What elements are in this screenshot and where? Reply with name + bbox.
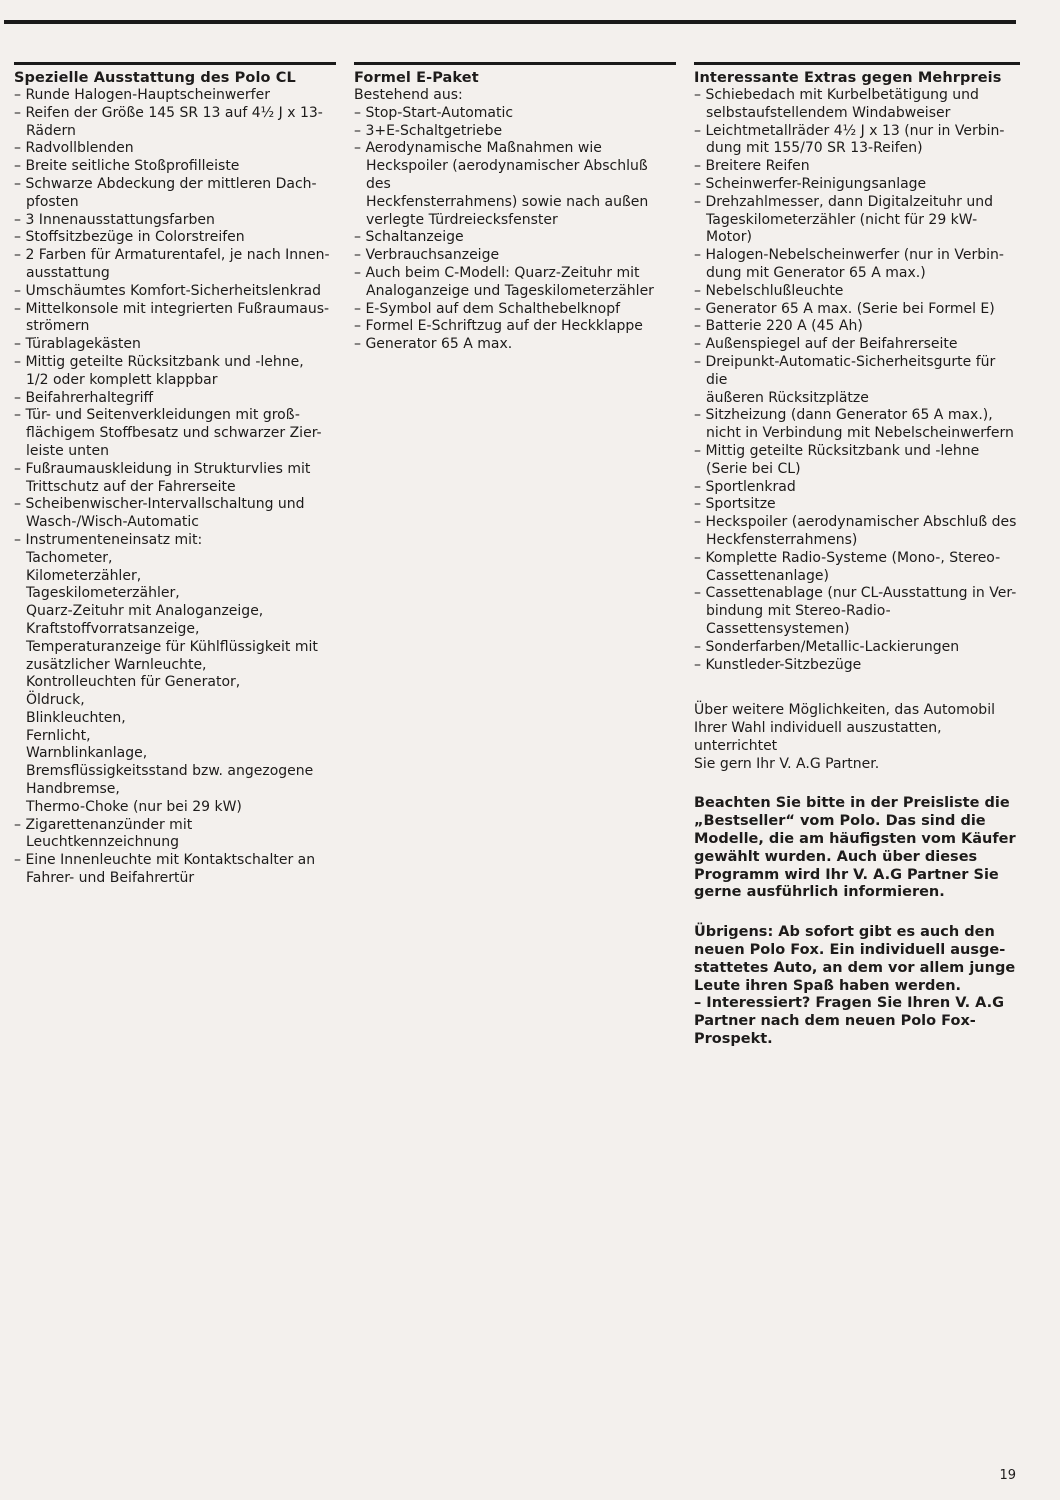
list-item: – 2 Farben für Armaturentafel, je nach Innen- ausstattung [14, 247, 336, 283]
list-item: – Scheinwerfer-Reinigungsanlage [694, 176, 1020, 194]
list-item: – Schiebedach mit Kurbelbetätigung und selbstaufstellendem Windabweiser [694, 87, 1020, 123]
top-rule [4, 20, 1016, 24]
polo-fox-note: Übrigens: Ab sofort gibt es auch den neuen Polo Fox. Ein individuell ausge- stattetes Auto, an dem vor allem junge Leute ihren Spaß haben werden. – Interessiert? Fragen Sie Ihren V. A.G Partner nach dem neuen Polo Fox- Prospekt. [694, 924, 1016, 1048]
column-rule [354, 62, 676, 65]
list-item: – Eine Innenleuchte mit Kontaktschalter an Fahrer- und Beifahrertür [14, 852, 336, 888]
column-heading: Formel E-Paket [354, 70, 479, 86]
list-item: – Schwarze Abdeckung der mittleren Dach- pfosten [14, 176, 336, 212]
list-item: – Nebelschlußleuchte [694, 283, 1020, 301]
column-rule [694, 62, 1020, 65]
column-heading: Spezielle Ausstattung des Polo CL [14, 70, 296, 86]
column-heading: Interessante Extras gegen Mehrpreis [694, 70, 1002, 86]
column-rule [14, 62, 336, 65]
list-item: – Stoffsitzbezüge in Colorstreifen [14, 229, 336, 247]
list-item: – Türablagekästen [14, 336, 336, 354]
list-item: – Außenspiegel auf der Beifahrerseite [694, 336, 1020, 354]
info-paragraph: Über weitere Möglichkeiten, das Automobil Ihrer Wahl individuell auszustatten, unterrichtet Sie gern Ihr V. A.G Partner. [694, 702, 995, 772]
list-item: – Breite seitliche Stoßprofilleiste [14, 158, 336, 176]
package-list [354, 105, 676, 354]
list-item: – Komplette Radio-Systeme (Mono-, Stereo- Cassettenanlage) [694, 550, 1020, 586]
list-item: – Radvollblenden [14, 140, 336, 158]
list-item: – 3+E-Schaltgetriebe [354, 123, 676, 141]
list-item: – Leichtmetallräder 4½ J x 13 (nur in Verbin- dung mit 155/70 SR 13-Reifen) [694, 123, 1020, 159]
list-item: – Reifen der Größe 145 SR 13 auf 4½ J x 13- Rädern [14, 105, 336, 141]
list-item: – Mittig geteilte Rücksitzbank und -lehne (Serie bei CL) [694, 443, 1020, 479]
list-item: – Instrumenteneinsatz mit: Tachometer, Kilometerzähler, Tageskilometerzähler, Quarz-Zeituhr mit Analoganzeige, Kraftstoffvorratsanzeige, Temperaturanzeige für Kühlflüssigkeit mit zusätzlicher Warnleuchte, Kontrolleuchten für Generator, Öldruck, Blinkleuchten, Fernlicht, Warnblinkanlage, Bremsflüssigkeitsstand bzw. angezogene Handbremse, Thermo-Choke (nur bei 29 kW) [14, 532, 336, 817]
list-item: – Runde Halogen-Hauptscheinwerfer [14, 87, 336, 105]
list-item: – Kunstleder-Sitzbezüge [694, 657, 1020, 675]
list-item: – Mittig geteilte Rücksitzbank und -lehne, 1/2 oder komplett klappbar [14, 354, 336, 390]
list-item: – Stop-Start-Automatic [354, 105, 676, 123]
list-item: – Mittelkonsole mit integrierten Fußraumaus- strömern [14, 301, 336, 337]
bestseller-note: Beachten Sie bitte in der Preisliste die „Bestseller“ vom Polo. Das sind die Modelle, die am häufigsten vom Käufer gewählt wurden. Auch über dieses Programm wird Ihr V. A.G Partner Sie gerne ausführlich informieren. [694, 795, 1016, 901]
equipment-list [14, 87, 336, 888]
list-item: – Sportsitze [694, 496, 1020, 514]
list-item: – Heckspoiler (aerodynamischer Abschluß des Heckfensterrahmens) [694, 514, 1020, 550]
column-intro: Bestehend aus: [354, 87, 463, 103]
column-formel-e-paket [354, 62, 676, 354]
list-item: – 3 Innenausstattungsfarben [14, 212, 336, 230]
list-item: – Sportlenkrad [694, 479, 1020, 497]
list-item: – Generator 65 A max. (Serie bei Formel E) [694, 301, 1020, 319]
list-item: – Scheibenwischer-Intervallschaltung und Wasch-/Wisch-Automatic [14, 496, 336, 532]
list-item: – Cassettenablage (nur CL-Ausstattung in Ver- bindung mit Stereo-Radio-Cassettensystemen) [694, 585, 1020, 638]
list-item: – Beifahrerhaltegriff [14, 390, 336, 408]
list-item: – Dreipunkt-Automatic-Sicherheitsgurte für die äußeren Rücksitzplätze [694, 354, 1020, 407]
column-extras-gegen-mehrpreis [694, 62, 1020, 1049]
list-item: – Drehzahlmesser, dann Digitalzeituhr und Tageskilometerzähler (nicht für 29 kW-Motor) [694, 194, 1020, 247]
list-item: – Zigarettenanzünder mit Leuchtkennzeichnung [14, 817, 336, 853]
list-item: – Tür- und Seitenverkleidungen mit groß- flächigem Stoffbesatz und schwarzer Zier- leiste unten [14, 407, 336, 460]
column-spezielle-ausstattung [14, 62, 336, 888]
list-item: – Umschäumtes Komfort-Sicherheitslenkrad [14, 283, 336, 301]
list-item: – Verbrauchsanzeige [354, 247, 676, 265]
list-item: – Auch beim C-Modell: Quarz-Zeituhr mit Analoganzeige und Tageskilometerzähler [354, 265, 676, 301]
list-item: – Aerodynamische Maßnahmen wie Heckspoiler (aerodynamischer Abschluß des Heckfensterrahmens) sowie nach außen verlegte Türdreiecksfenster [354, 140, 676, 229]
list-item: – Formel E-Schriftzug auf der Heckklappe [354, 318, 676, 336]
list-item: – Schaltanzeige [354, 229, 676, 247]
extras-list [694, 87, 1020, 674]
list-item: – Fußraumauskleidung in Strukturvlies mit Trittschutz auf der Fahrerseite [14, 461, 336, 497]
page-number: 19 [999, 1468, 1016, 1483]
list-item: – E-Symbol auf dem Schalthebelknopf [354, 301, 676, 319]
list-item: – Generator 65 A max. [354, 336, 676, 354]
list-item: – Breitere Reifen [694, 158, 1020, 176]
list-item: – Halogen-Nebelscheinwerfer (nur in Verbin- dung mit Generator 65 A max.) [694, 247, 1020, 283]
list-item: – Sitzheizung (dann Generator 65 A max.), nicht in Verbindung mit Nebelscheinwerfern [694, 407, 1020, 443]
list-item: – Batterie 220 A (45 Ah) [694, 318, 1020, 336]
list-item: – Sonderfarben/Metallic-Lackierungen [694, 639, 1020, 657]
